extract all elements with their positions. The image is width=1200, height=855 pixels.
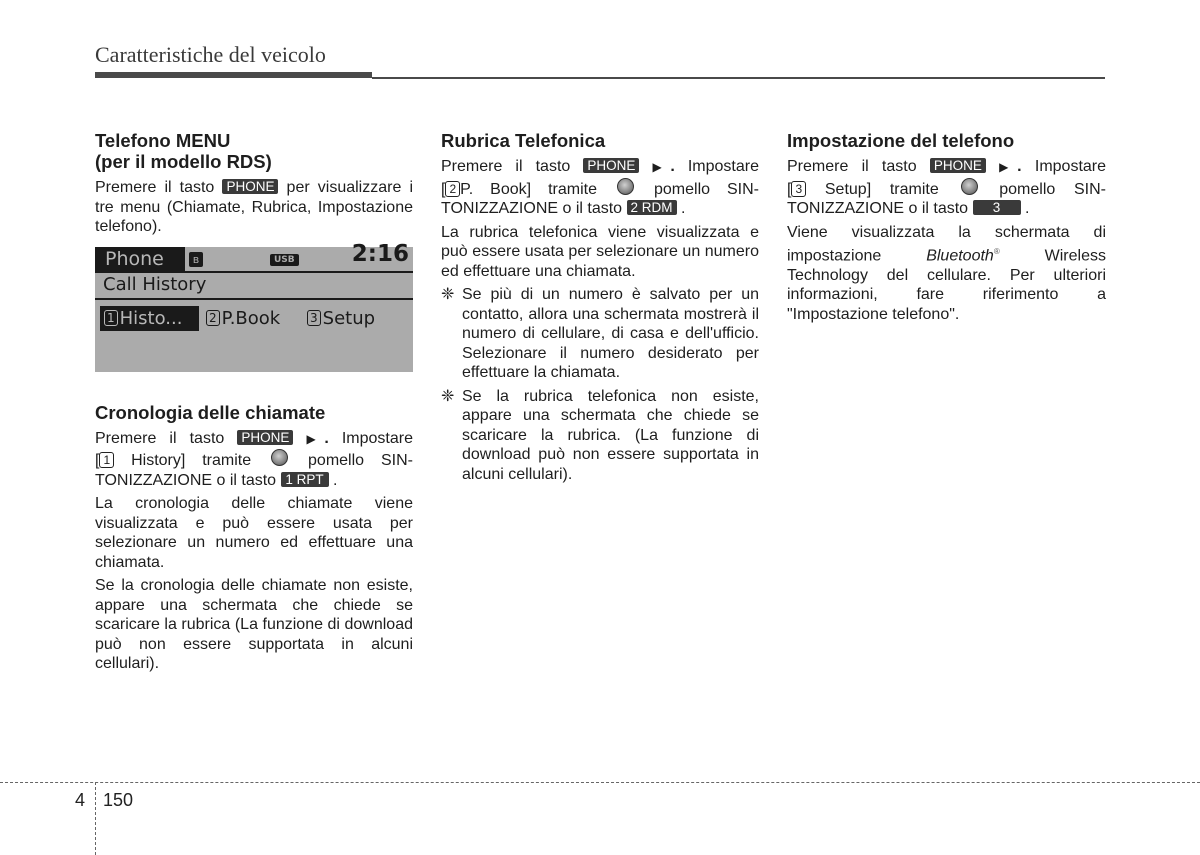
option-label: Setup: [322, 307, 376, 329]
text: TONIZZAZIONE o il tasto: [787, 200, 969, 217]
setup-instructions-2: [787, 178, 1106, 200]
option-label: P.Book: [221, 307, 281, 329]
section-title-call-history: Cronologia delle chiamate: [95, 401, 326, 423]
phone-key: PHONE: [583, 158, 639, 173]
bracket-open: [: [441, 180, 446, 198]
phonebook-instructions-3: [441, 199, 759, 219]
text: pomello SIN-: [308, 452, 413, 469]
bluetooth-icon: ʙ: [189, 252, 203, 267]
text: Setup] tramite: [824, 180, 939, 198]
display-option-pbook: [206, 306, 280, 331]
history-instructions-3: [95, 471, 413, 491]
phonebook-description: La rubrica telefonica viene visualizzata e può essere usata per selezionare un numero ed effettuare una chiamata.: [441, 223, 759, 280]
text: Wireless Technology del cellulare. Per ulteriori informazioni, fare riferimento a "Impostazione telefono".: [787, 247, 1106, 323]
text: TONIZZAZIONE o il tasto: [95, 471, 277, 489]
arrow-right-icon: ▶: [306, 431, 325, 446]
text: Premere il tasto: [787, 158, 917, 175]
number-2-icon: 2: [445, 181, 460, 197]
option-number: 2: [206, 310, 220, 326]
phone-menu-intro: [95, 178, 413, 237]
display-subtitle: Call History: [103, 273, 207, 295]
text: P. Book] tramite: [460, 180, 597, 198]
display-option-setup: [307, 306, 375, 331]
history-instructions-2: [95, 449, 413, 471]
page-header-title: Caratteristiche del veicolo: [95, 42, 326, 67]
chapter-number: 4: [75, 790, 86, 810]
phonebook-instructions-2: [441, 178, 759, 200]
text: History] tramite: [131, 452, 252, 469]
title-line-1: Telefono MENU: [95, 130, 231, 151]
option-number: 3: [307, 310, 321, 326]
registered-mark: ®: [993, 247, 1000, 256]
text: Premere il tasto: [95, 429, 225, 447]
text: .: [681, 200, 686, 217]
note-text: Se più di un numero è salvato per un contatto, allora una schermata mostrerà il numero di cellulare, di casa e dell'ufficio. Selezionare il numero desiderato per effettuare la chiamata.: [462, 286, 759, 381]
bluetooth-text: Bluetooth: [926, 247, 994, 265]
bracket-open: [: [787, 180, 792, 198]
number-3-icon: 3: [791, 181, 806, 197]
text: Impostare: [687, 158, 759, 175]
phone-key: PHONE: [237, 430, 293, 445]
intro-text-post: per visualizzare i tre menu (Chiamate, Rubrica, Impostazione telefono).: [95, 179, 413, 235]
option-label: Histo...: [119, 307, 183, 329]
page-number: 150: [103, 790, 134, 810]
tune-knob-icon: [961, 178, 978, 195]
key-3: 3: [973, 200, 1021, 215]
note-multiple-numbers: [441, 285, 759, 383]
history-no-data: Se la cronologia delle chiamate non esiste, appare una schermata che chiede se scaricare la rubrica (La funzione di download può non essere supportata in alcuni cellulari).: [95, 577, 413, 672]
history-description: La cronologia delle chiamate viene visualizzata e può essere usata per selezionare un numero ed effettuare una chiamata.: [95, 495, 413, 571]
display-option-history: [100, 306, 199, 331]
number-1-icon: 1: [99, 452, 114, 468]
note-mark-icon: ❈: [441, 387, 455, 405]
text: pomello SIN-: [653, 180, 760, 198]
text: Viene visualizzata la schermata di impostazione: [787, 223, 1106, 265]
display-divider: [95, 298, 413, 300]
text: Impostare: [1034, 158, 1107, 175]
usb-badge: USB: [270, 254, 299, 266]
section-title-phonebook: Rubrica Telefonica: [441, 130, 606, 151]
text: Impostare: [341, 429, 413, 447]
bracket-open: [: [95, 452, 100, 469]
column-phone-setup: [787, 130, 1106, 328]
header-rule-thick: [95, 72, 372, 78]
footer-vertical-rule: [95, 782, 96, 855]
note-mark-icon: ❈: [441, 286, 455, 303]
setup-instructions-3: [787, 199, 1106, 219]
phone-key: PHONE: [222, 179, 278, 194]
note-text: Se la rubrica telefonica non esiste, appare una schermata che chiede se scaricare la rubrica. (La funzione di download può non essere supportata in alcuni cellulari).: [462, 387, 759, 483]
column-phonebook: [441, 130, 759, 488]
text: Premere il tasto: [441, 158, 571, 175]
section-title-phone-setup: Impostazione del telefono: [787, 130, 1015, 151]
text: .: [1024, 200, 1030, 217]
note-no-phonebook: [441, 387, 759, 485]
arrow-dot: .: [324, 429, 329, 447]
option-number: 1: [104, 310, 118, 326]
setup-instructions: [787, 157, 1106, 178]
intro-text-pre: Premere il tasto: [95, 179, 215, 196]
phonebook-instructions: [441, 157, 759, 178]
display-title: Phone: [95, 247, 185, 271]
rdm-key: 2 RDM: [627, 200, 677, 215]
section-title-phone-menu: [95, 130, 413, 172]
title-line-2: (per il modello RDS): [95, 151, 272, 172]
phone-display-screen: [95, 240, 413, 372]
text: pomello SIN-: [999, 180, 1106, 198]
text: .: [332, 471, 338, 489]
history-instructions: [95, 429, 413, 450]
display-clock: 2:16: [351, 240, 409, 267]
arrow-dot: .: [1017, 158, 1022, 175]
display-top-bar: [95, 240, 413, 273]
phone-key: PHONE: [930, 158, 986, 173]
setup-description: [787, 223, 1106, 325]
tune-knob-icon: [617, 178, 634, 195]
header-rule-thin: [372, 77, 1105, 79]
arrow-right-icon: ▶: [999, 160, 1018, 174]
rpt-key: 1 RPT: [281, 472, 329, 487]
arrow-dot: .: [670, 158, 675, 175]
tune-knob-icon: [271, 449, 288, 466]
footer-rule: [0, 782, 1200, 783]
text: TONIZZAZIONE o il tasto: [441, 200, 623, 217]
column-phone-menu: [95, 130, 413, 678]
arrow-right-icon: ▶: [652, 160, 671, 174]
